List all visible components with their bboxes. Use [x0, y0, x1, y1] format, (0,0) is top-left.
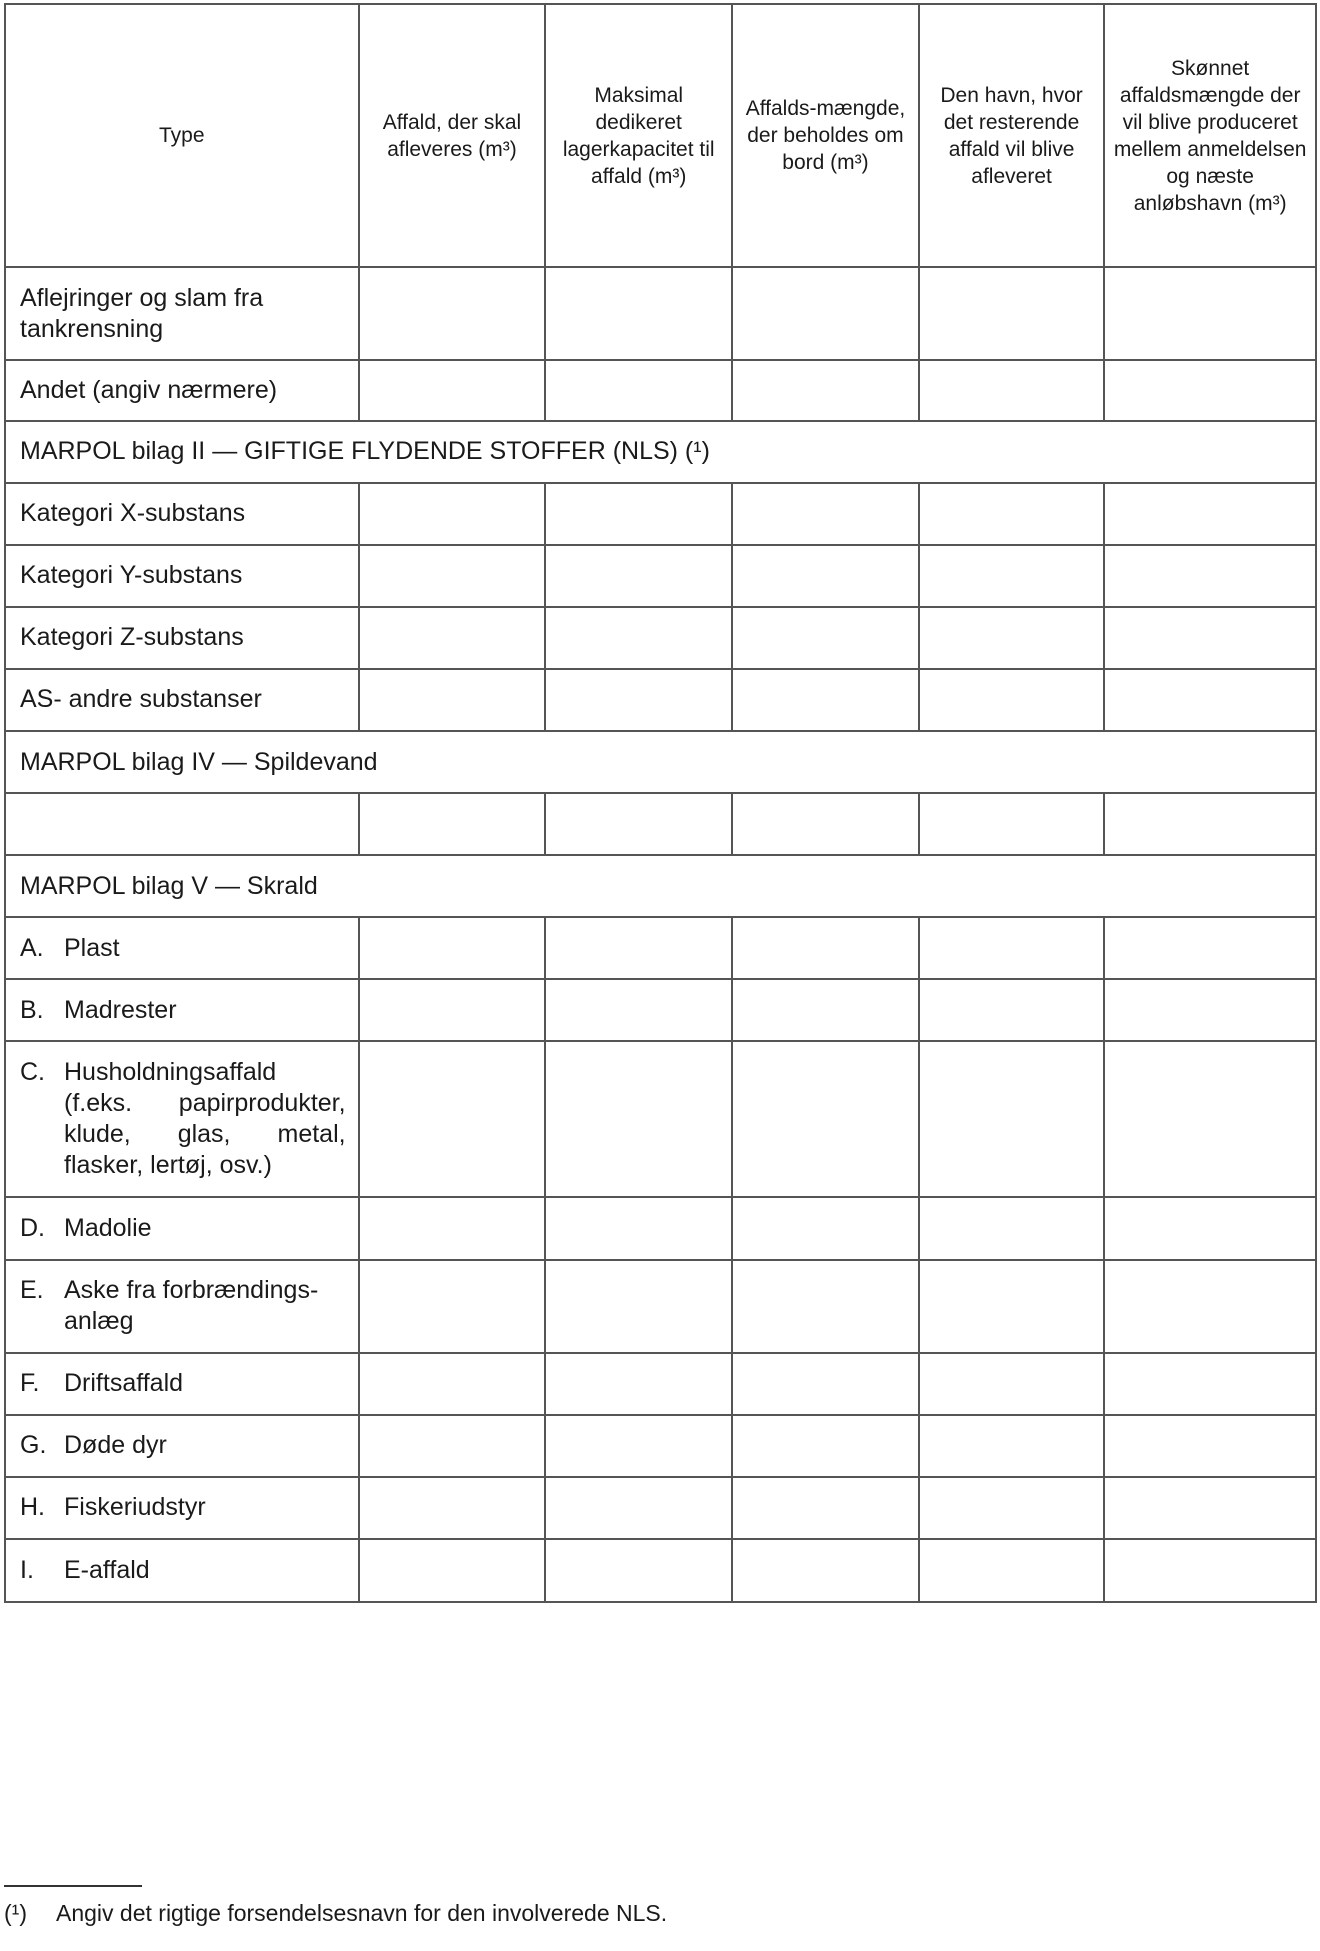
- input-cell[interactable]: [732, 669, 919, 731]
- input-cell[interactable]: [545, 793, 732, 855]
- table-row: [5, 360, 1316, 421]
- table-row: [5, 979, 1316, 1041]
- input-cell[interactable]: [545, 1539, 732, 1602]
- input-cell[interactable]: [359, 1197, 546, 1259]
- row-label: Aflejringer og slam fra tankrensning: [5, 267, 359, 360]
- input-cell[interactable]: [732, 793, 919, 855]
- item-text: Fiskeriudstyr: [64, 1493, 206, 1522]
- table-row: [5, 1197, 1316, 1259]
- input-cell[interactable]: [359, 360, 546, 421]
- input-cell[interactable]: [919, 545, 1105, 607]
- input-cell[interactable]: [732, 1415, 919, 1477]
- input-cell[interactable]: [359, 1260, 546, 1353]
- input-cell[interactable]: [359, 607, 546, 669]
- table-row: [5, 267, 1316, 360]
- item-text: E-affald: [64, 1555, 150, 1584]
- input-cell[interactable]: [1104, 669, 1316, 731]
- item-text: Madolie: [64, 1213, 152, 1242]
- table-row: [5, 1415, 1316, 1477]
- table-row: [5, 607, 1316, 669]
- row-label-empty[interactable]: [5, 793, 359, 855]
- input-cell[interactable]: [919, 1415, 1105, 1477]
- input-cell[interactable]: [545, 1353, 732, 1415]
- input-cell[interactable]: [545, 267, 732, 360]
- table-row: [5, 1041, 1316, 1197]
- table-row: [5, 917, 1316, 979]
- input-cell[interactable]: [1104, 979, 1316, 1041]
- row-label: Kategori X-substans: [5, 483, 359, 545]
- section-heading: MARPOL bilag V — Skrald: [5, 855, 1316, 917]
- row-label: Kategori Y-substans: [5, 545, 359, 607]
- section-heading: MARPOL bilag II — GIFTIGE FLYDENDE STOFFER (NLS) (¹): [5, 421, 1316, 483]
- input-cell[interactable]: [732, 483, 919, 545]
- footnote: [4, 1898, 1304, 1928]
- row-label: AS- andre substanser: [5, 669, 359, 731]
- header-estimated-waste-generated: Skønnet affaldsmængde der vil blive produceret mellem anmeldelsen og næste anløbshavn (m³): [1104, 4, 1316, 267]
- input-cell[interactable]: [359, 1539, 546, 1602]
- input-cell[interactable]: [359, 483, 546, 545]
- input-cell[interactable]: [919, 267, 1105, 360]
- row-label: [5, 1415, 359, 1477]
- input-cell[interactable]: [1104, 1539, 1316, 1602]
- input-cell[interactable]: [1104, 1477, 1316, 1539]
- input-cell[interactable]: [919, 1539, 1105, 1602]
- item-letter: B.: [20, 995, 44, 1024]
- input-cell[interactable]: [1104, 360, 1316, 421]
- section-row: [5, 855, 1316, 917]
- header-waste-retained-on-board: Affalds-mængde, der beholdes om bord (m³): [732, 4, 919, 267]
- input-cell[interactable]: [1104, 607, 1316, 669]
- input-cell[interactable]: [545, 1041, 732, 1197]
- input-cell[interactable]: [359, 1415, 546, 1477]
- row-label: [5, 1353, 359, 1415]
- item-letter: G.: [20, 1431, 47, 1460]
- input-cell[interactable]: [545, 917, 732, 979]
- item-text: Aske fra forbrændingsanlæg: [64, 1276, 319, 1336]
- input-cell[interactable]: [1104, 483, 1316, 545]
- row-label: [5, 1197, 359, 1259]
- section-row: [5, 731, 1316, 793]
- input-cell[interactable]: [919, 793, 1105, 855]
- input-cell[interactable]: [1104, 793, 1316, 855]
- row-label: [5, 1477, 359, 1539]
- section-row: [5, 421, 1316, 483]
- input-cell[interactable]: [545, 1260, 732, 1353]
- table-row: [5, 669, 1316, 731]
- input-cell[interactable]: [732, 267, 919, 360]
- input-cell[interactable]: [919, 1260, 1105, 1353]
- input-cell[interactable]: [545, 1415, 732, 1477]
- input-cell[interactable]: [919, 1477, 1105, 1539]
- input-cell[interactable]: [919, 979, 1105, 1041]
- item-letter: A.: [20, 933, 44, 962]
- row-label: [5, 917, 359, 979]
- row-label: Andet (angiv nærmere): [5, 360, 359, 421]
- input-cell[interactable]: [1104, 1197, 1316, 1259]
- waste-notification-table: [4, 3, 1317, 1603]
- table-row: [5, 793, 1316, 855]
- input-cell[interactable]: [545, 669, 732, 731]
- input-cell[interactable]: [359, 1353, 546, 1415]
- header-max-storage-capacity: Maksimal dedikeret lagerkapacitet til affald (m³): [545, 4, 732, 267]
- input-cell[interactable]: [732, 1041, 919, 1197]
- input-cell[interactable]: [359, 1041, 546, 1197]
- item-text: Driftsaffald: [64, 1369, 184, 1398]
- input-cell[interactable]: [545, 607, 732, 669]
- input-cell[interactable]: [732, 607, 919, 669]
- input-cell[interactable]: [359, 669, 546, 731]
- item-text: Husholdningsaffald (f.eks. papirprodukter, klude, glas, metal, flasker, lertøj, osv.): [64, 1058, 346, 1180]
- input-cell[interactable]: [919, 669, 1105, 731]
- input-cell[interactable]: [919, 1353, 1105, 1415]
- table-row: [5, 1353, 1316, 1415]
- footnote-mark: (¹): [4, 1900, 27, 1926]
- input-cell[interactable]: [359, 793, 546, 855]
- input-cell[interactable]: [919, 1041, 1105, 1197]
- input-cell[interactable]: [359, 917, 546, 979]
- row-label: [5, 1041, 359, 1197]
- input-cell[interactable]: [732, 360, 919, 421]
- input-cell[interactable]: [1104, 1041, 1316, 1197]
- table-row: [5, 1539, 1316, 1602]
- item-letter: D.: [20, 1213, 45, 1242]
- input-cell[interactable]: [1104, 267, 1316, 360]
- input-cell[interactable]: [359, 545, 546, 607]
- input-cell[interactable]: [919, 483, 1105, 545]
- input-cell[interactable]: [732, 1539, 919, 1602]
- input-cell[interactable]: [545, 483, 732, 545]
- item-text: Døde dyr: [64, 1431, 167, 1460]
- input-cell[interactable]: [1104, 917, 1316, 979]
- input-cell[interactable]: [732, 917, 919, 979]
- input-cell[interactable]: [919, 607, 1105, 669]
- input-cell[interactable]: [732, 1353, 919, 1415]
- input-cell[interactable]: [545, 1197, 732, 1259]
- input-cell[interactable]: [732, 979, 919, 1041]
- input-cell[interactable]: [1104, 1260, 1316, 1353]
- input-cell[interactable]: [359, 979, 546, 1041]
- input-cell[interactable]: [545, 979, 732, 1041]
- input-cell[interactable]: [545, 1477, 732, 1539]
- input-cell[interactable]: [1104, 545, 1316, 607]
- item-letter: C.: [20, 1058, 45, 1087]
- input-cell[interactable]: [732, 1197, 919, 1259]
- footnote-rule: [4, 1885, 142, 1887]
- input-cell[interactable]: [919, 917, 1105, 979]
- input-cell[interactable]: [545, 545, 732, 607]
- table-row: [5, 1260, 1316, 1353]
- footnote-text: Angiv det rigtige forsendelsesnavn for den involverede NLS.: [56, 1900, 668, 1926]
- input-cell[interactable]: [1104, 1415, 1316, 1477]
- input-cell[interactable]: [1104, 1353, 1316, 1415]
- input-cell[interactable]: [545, 360, 732, 421]
- item-letter: I.: [20, 1555, 34, 1584]
- input-cell[interactable]: [732, 1260, 919, 1353]
- input-cell[interactable]: [732, 545, 919, 607]
- item-letter: H.: [20, 1493, 45, 1522]
- table-row: [5, 483, 1316, 545]
- input-cell[interactable]: [919, 360, 1105, 421]
- item-text: Plast: [64, 933, 120, 962]
- header-row: [5, 4, 1316, 267]
- input-cell[interactable]: [732, 1477, 919, 1539]
- item-letter: F.: [20, 1369, 40, 1398]
- table-row: [5, 1477, 1316, 1539]
- row-label: Kategori Z-substans: [5, 607, 359, 669]
- header-delivery-port: Den havn, hvor det resterende affald vil blive afleveret: [919, 4, 1105, 267]
- row-label: [5, 979, 359, 1041]
- header-waste-to-deliver: Affald, der skal afleveres (m³): [359, 4, 546, 267]
- row-label: [5, 1260, 359, 1353]
- input-cell[interactable]: [359, 267, 546, 360]
- header-type: Type: [5, 4, 359, 267]
- section-heading: MARPOL bilag IV — Spildevand: [5, 731, 1316, 793]
- item-letter: E.: [20, 1276, 44, 1305]
- table-row: [5, 545, 1316, 607]
- item-text: Madrester: [64, 995, 177, 1024]
- input-cell[interactable]: [359, 1477, 546, 1539]
- row-label: [5, 1539, 359, 1602]
- input-cell[interactable]: [919, 1197, 1105, 1259]
